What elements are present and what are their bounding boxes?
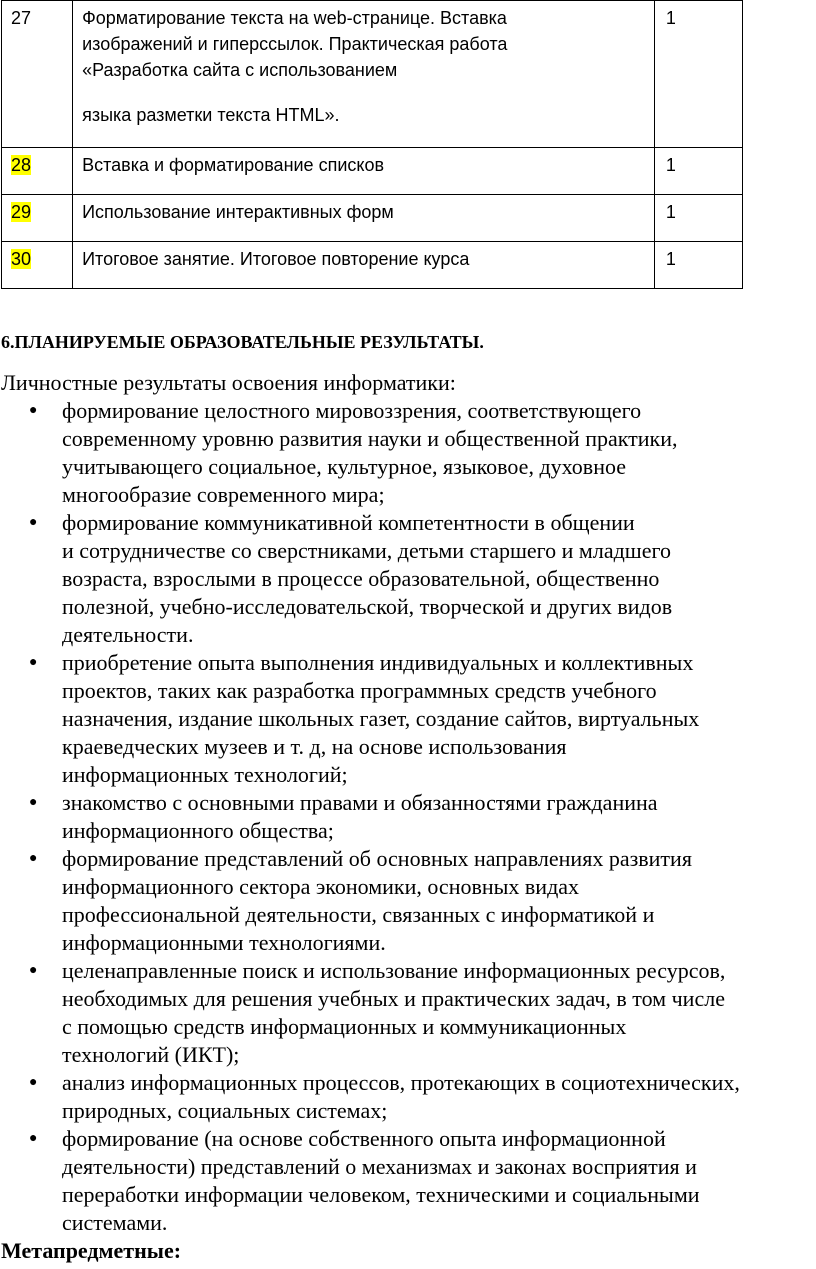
list-item <box>0 1069 812 1125</box>
list-item-line: многообразие современного мира; <box>62 482 385 507</box>
list-item <box>0 957 812 1069</box>
list-item-line: переработки информации человеком, техническими и социальными <box>62 1182 700 1207</box>
list-item-line: деятельности) представлений о механизмах и законах восприятия и <box>62 1154 697 1179</box>
list-item-line: формирование представлений об основных направлениях развития <box>62 846 692 871</box>
lesson-number-cell <box>2 195 73 242</box>
list-item-line: технологий (ИКТ); <box>62 1042 240 1067</box>
list-item <box>0 649 812 789</box>
lesson-topic-line: изображений и гиперссылок. Практическая работа <box>82 34 508 54</box>
list-item-line: знакомство с основными правами и обязанностями гражданина <box>62 790 658 815</box>
lesson-number: 27 <box>11 8 32 28</box>
bullet-icon: ● <box>29 403 38 418</box>
list-item-line: проектов, таких как разработка программных средств учебного <box>62 678 657 703</box>
list-item-line: полезной, учебно-исследовательской, творческой и других видов <box>62 594 673 619</box>
list-item <box>0 397 812 509</box>
lesson-number-cell <box>2 242 73 289</box>
lesson-plan-table <box>1 0 743 289</box>
table-row <box>2 242 743 289</box>
list-item-line: деятельности. <box>62 622 194 647</box>
list-item-line: формирование целостного мировоззрения, соответствующего <box>62 398 642 423</box>
table-row <box>2 195 743 242</box>
list-item <box>0 509 812 649</box>
lesson-number-cell <box>2 148 73 195</box>
lesson-number-highlighted: 29 <box>11 202 32 222</box>
lesson-number-cell <box>2 1 73 148</box>
lesson-number-highlighted: 30 <box>11 249 32 269</box>
table-row <box>2 1 743 148</box>
table-row <box>2 148 743 195</box>
lesson-hours-cell <box>654 148 742 195</box>
lesson-topic: Итоговое занятие. Итоговое повторение курса <box>82 249 470 269</box>
list-item-line: профессиональной деятельности, связанных с информатикой и <box>62 902 655 927</box>
lesson-hours-cell <box>654 1 742 148</box>
list-item-line: информационных технологий; <box>62 762 348 787</box>
lesson-hours-cell <box>654 242 742 289</box>
lesson-topic-cell <box>73 148 655 195</box>
lesson-hours-cell <box>654 195 742 242</box>
bullet-icon: ● <box>29 963 38 978</box>
lesson-hours: 1 <box>665 249 676 269</box>
list-item-line: необходимых для решения учебных и практических задач, в том числе <box>62 986 725 1011</box>
lesson-hours: 1 <box>665 202 676 222</box>
bullet-icon: ● <box>29 795 38 810</box>
lesson-topic: Вставка и форматирование списков <box>82 155 385 175</box>
list-item-line: и сотрудничестве со сверстниками, детьми старшего и младшего <box>62 538 671 563</box>
bullet-icon: ● <box>29 515 38 530</box>
bullet-icon: ● <box>29 655 38 670</box>
list-item-line: современному уровню развития науки и общественной практики, <box>62 426 678 451</box>
list-item-line: системами. <box>62 1210 168 1235</box>
list-item <box>0 789 812 845</box>
list-item-line: назначения, издание школьных газет, создание сайтов, виртуальных <box>62 706 700 731</box>
bullet-icon: ● <box>29 851 38 866</box>
bullet-icon: ● <box>29 1075 38 1090</box>
list-item-line: целенаправленные поиск и использование информационных ресурсов, <box>62 958 726 983</box>
bullet-icon: ● <box>29 1131 38 1146</box>
list-item <box>0 1125 812 1237</box>
list-item-line: возраста, взрослыми в процессе образовательной, общественно <box>62 566 660 591</box>
lesson-hours: 1 <box>665 8 676 28</box>
list-item-line: информационного сектора экономики, основных видах <box>62 874 580 899</box>
list-item-line: природных, социальных системах; <box>62 1098 388 1123</box>
lesson-topic-cell <box>73 195 655 242</box>
list-item-line: информационного общества; <box>62 818 334 843</box>
list-item-line: информационными технологиями. <box>62 930 386 955</box>
personal-results-intro: Личностные результаты освоения информатики: <box>1 370 456 395</box>
lesson-topic-line: «Разработка сайта с использованием <box>82 60 398 80</box>
list-item-line: формирование (на основе собственного опыта информационной <box>62 1126 666 1151</box>
list-item-line: краеведческих музеев и т. д, на основе использования <box>62 734 567 759</box>
list-item-line: с помощью средств информационных и коммуникационных <box>62 1014 627 1039</box>
lesson-topic-line: Форматирование текста на web-странице. Вставка <box>82 8 507 28</box>
lesson-hours: 1 <box>665 155 676 175</box>
lesson-topic-cell <box>73 242 655 289</box>
lesson-topic-line: языка разметки текста HTML». <box>82 105 340 125</box>
list-item-line: учитывающего социальное, культурное, языковое, духовное <box>62 454 626 479</box>
lesson-topic: Использование интерактивных форм <box>82 202 394 222</box>
list-item-line: приобретение опыта выполнения индивидуальных и коллективных <box>62 650 694 675</box>
section-heading: 6.ПЛАНИРУЕМЫЕ ОБРАЗОВАТЕЛЬНЫЕ РЕЗУЛЬТАТЫ. <box>1 332 484 352</box>
metasubject-heading: Метапредметные: <box>1 1238 182 1263</box>
personal-results-list <box>0 397 812 1237</box>
list-item-line: анализ информационных процессов, протекающих в социотехнических, <box>62 1070 740 1095</box>
list-item <box>0 845 812 957</box>
lesson-topic-cell <box>73 1 655 148</box>
lesson-number-highlighted: 28 <box>11 155 32 175</box>
list-item-line: формирование коммуникативной компетентности в общении <box>62 510 635 535</box>
